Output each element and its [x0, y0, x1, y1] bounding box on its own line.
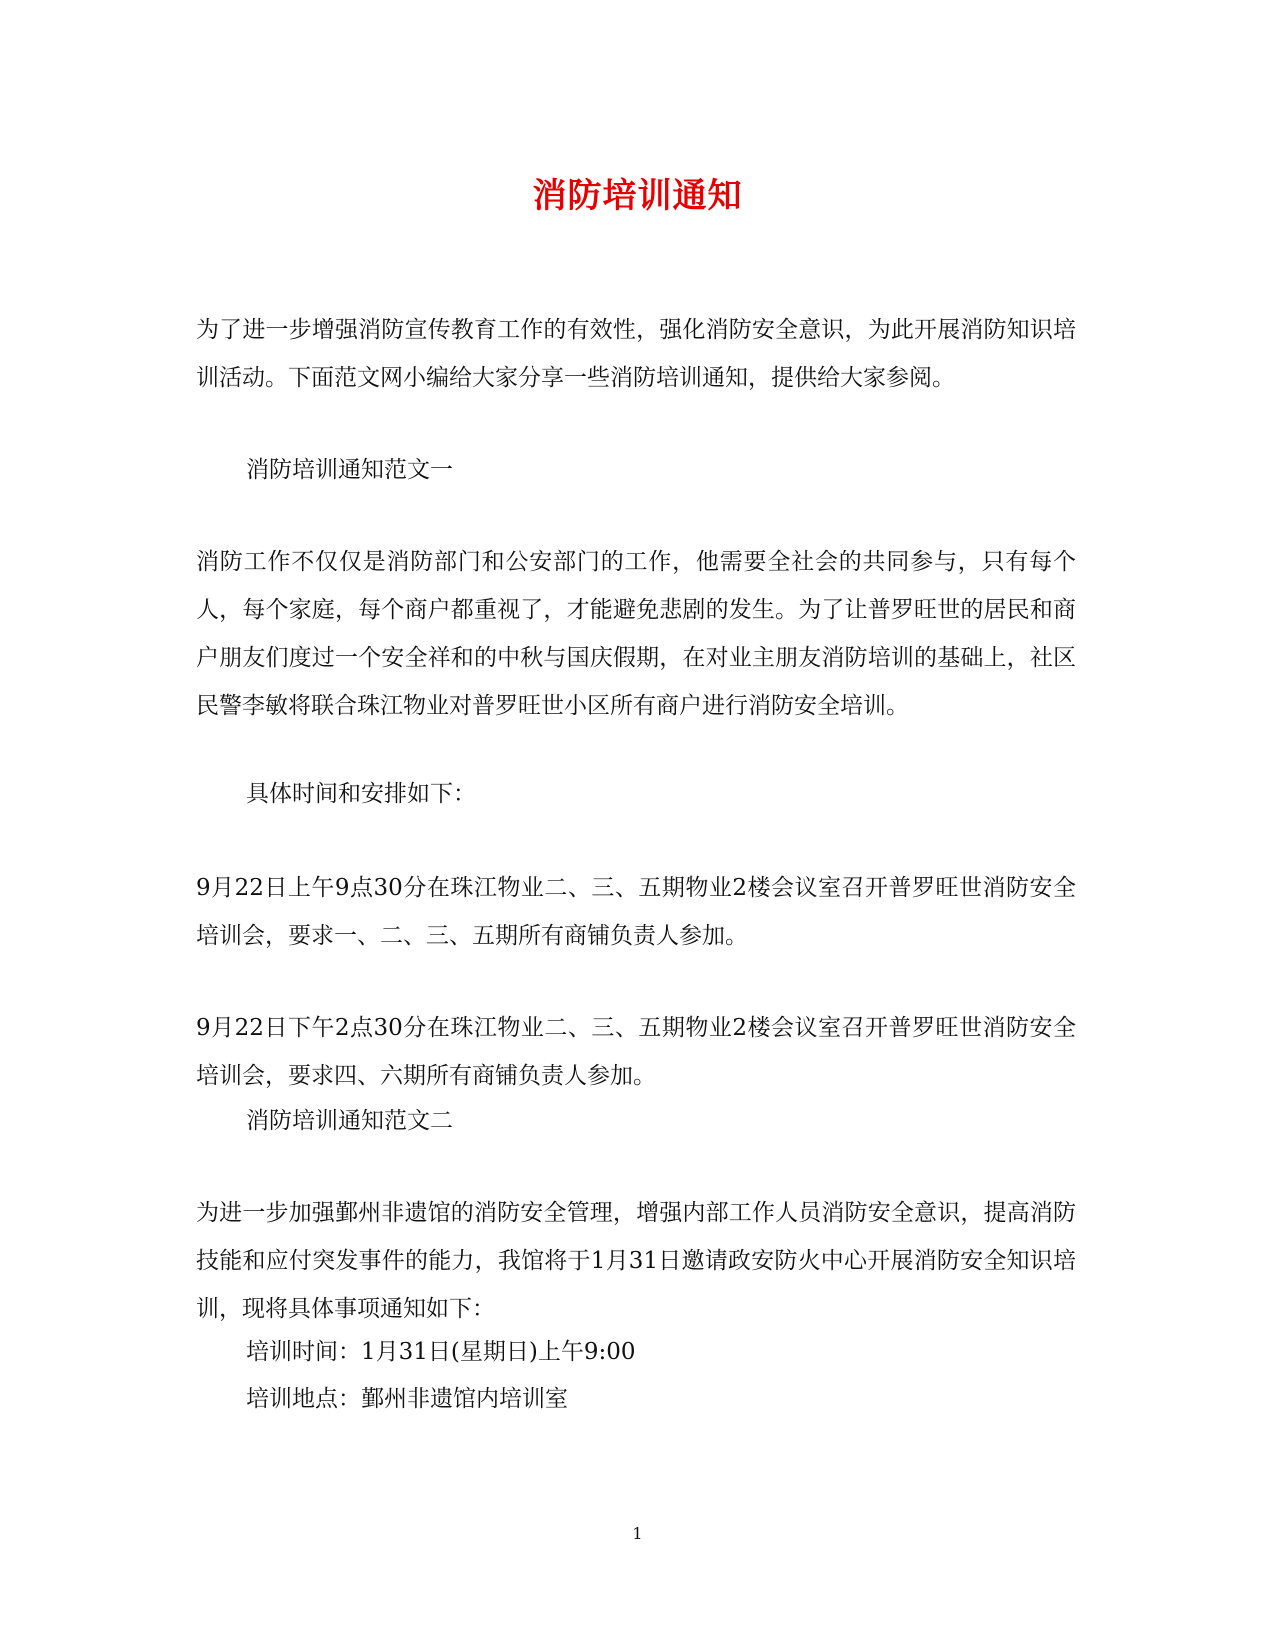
schedule-item-2-block [196, 1004, 1076, 1100]
training-time: 培训时间：1月31日(星期日)上午9:00 [246, 1339, 636, 1365]
section1-heading-block [196, 446, 1076, 494]
section1-heading: 消防培训通知范文一 [246, 457, 453, 483]
training-time-block [196, 1328, 1076, 1376]
training-place: 培训地点：鄞州非遗馆内培训室 [246, 1386, 568, 1412]
training-place-block [196, 1375, 1076, 1423]
schedule-intro-block [196, 770, 1076, 818]
section1-paragraph: 消防工作不仅仅是消防部门和公安部门的工作，他需要全社会的共同参与，只有每个人，每个家庭，每个商户都重视了，才能避免悲剧的发生。为了让普罗旺世的居民和商户朋友们度过一个安全祥和的中秋与国庆假期，在对业主朋友消防培训的基础上，社区民警李敏将联合珠江物业对普罗旺世小区所有商户进行消防安全培训。 [196, 549, 1076, 719]
document-title: 消防培训通知 [532, 176, 743, 216]
section2-heading: 消防培训通知范文二 [246, 1108, 453, 1134]
schedule-item-1-block [196, 864, 1076, 960]
schedule-item-2: 9月22日下午2点30分在珠江物业二、三、五期物业2楼会议室召开普罗旺世消防安全培训会，要求四、六期所有商铺负责人参加。 [196, 1015, 1076, 1089]
intro-paragraph: 为了进一步增强消防宣传教育工作的有效性，强化消防安全意识，为此开展消防知识培训活动。下面范文网小编给大家分享一些消防培训通知，提供给大家参阅。 [196, 317, 1076, 391]
intro-paragraph-block [196, 306, 1076, 402]
section1-paragraph-block [196, 538, 1076, 730]
section2-paragraph: 为进一步加强鄞州非遗馆的消防安全管理，增强内部工作人员消防安全意识，提高消防技能和应付突发事件的能力，我馆将于1月31日邀请政安防火中心开展消防安全知识培训，现将具体事项通知如下： [196, 1200, 1076, 1322]
section2-paragraph-block [196, 1189, 1076, 1333]
section2-heading-block [196, 1097, 1076, 1145]
page-number: 1 [632, 1524, 643, 1543]
schedule-item-1: 9月22日上午9点30分在珠江物业二、三、五期物业2楼会议室召开普罗旺世消防安全培训会，要求一、二、三、五期所有商铺负责人参加。 [196, 875, 1076, 949]
schedule-intro: 具体时间和安排如下： [246, 781, 476, 807]
